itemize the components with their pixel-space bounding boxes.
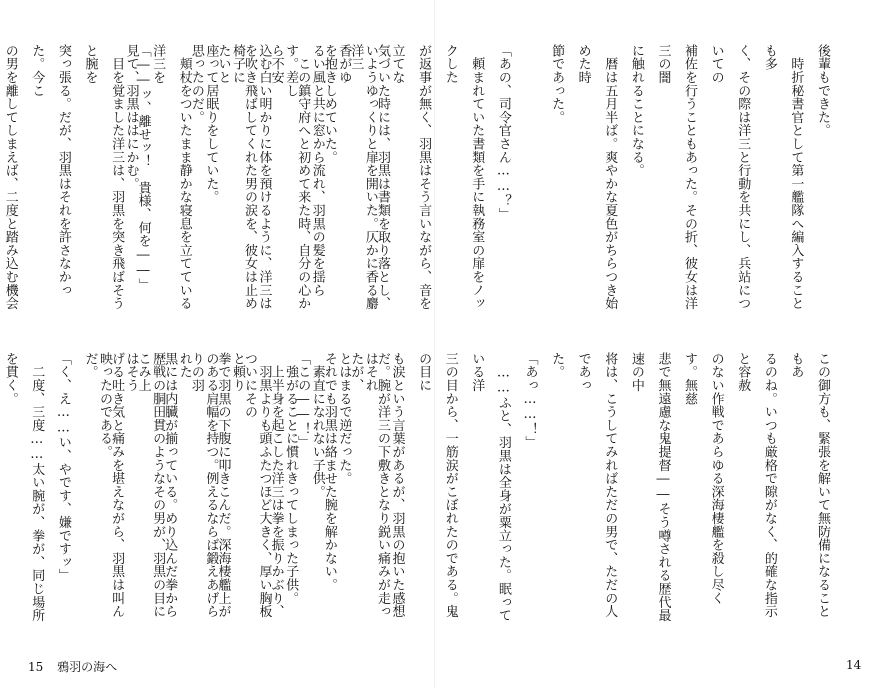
text-line: に触れることになる。 — [628, 44, 644, 177]
text-line: 「この――！」 — [295, 352, 311, 450]
text-line: 頬杖をついたまま静かな寝息を立てている洋三を — [150, 44, 192, 310]
text-line: 素直になれない子供。 — [309, 352, 325, 499]
running-title: 鴉羽の海へ — [57, 660, 118, 674]
text-line: 突っ張る。だが、羽黒はそれを許さなかった。今こ — [29, 44, 71, 297]
text-line: も涙という言葉があるが、羽黒の抱いた感想はそれ — [362, 352, 405, 618]
text-line: とはまるで逆だった。 — [336, 352, 352, 485]
text-line: 三の目から、一筋涙がこぼれたのである。鬼の目に — [416, 352, 458, 618]
text-line: 「あっ……！」 — [522, 352, 538, 450]
left-page-number: 15 — [28, 660, 44, 674]
text-line: ……ふと、羽黒は全身が粟立った。眠っている洋 — [469, 352, 511, 622]
text-line: それでも羽黒は絡ませた腕を解かない。 — [321, 352, 337, 592]
left-page-footer — [28, 658, 117, 675]
text-line: 強がることに慣れきってしまった子供。 — [283, 352, 299, 605]
text-line: を吹き飛ばしてくれた男の涙を、彼女は止めたいと — [215, 44, 258, 310]
right-page-number: 14 — [846, 658, 862, 672]
text-line: るい風と共に窓から流れ、羽黒の髪を揺らす。差し — [283, 44, 325, 297]
text-line: 気づいた時には、羽黒は書類を取り落とし、洋三 — [348, 44, 390, 310]
text-line: げる吐き気と痛みを堪えながら、羽黒は叫んだ。 — [82, 352, 125, 618]
left-page-upper-block — [0, 44, 395, 314]
text-line: 込む白い明かりに体を預けるように、洋三は椅子に — [229, 44, 272, 310]
text-line: この御方も、緊張を解いて無防備になることもあ — [788, 352, 830, 618]
text-line: 悲で無遠慮な鬼提督――そう噂される歴代最速の中 — [628, 352, 671, 622]
text-line: 上半身を起こした洋三は拳を振りかぶり、ついにその — [242, 352, 284, 618]
text-line — [516, 44, 543, 314]
text-line: 二度、三度……太い腕が、拳が、同じ場所を貫く。 — [2, 352, 45, 622]
text-line: るのね。いつも厳格で隙がなく、的確な指示と容赦 — [735, 352, 777, 618]
text-line: の男を離してしまえば、二度と踏み込む機会 — [2, 44, 18, 310]
text-line: 歴戦の胴田貫のようなその男が、羽黒の目にはそう — [123, 352, 166, 618]
text-line: いようゆっくりと扉を開いた。仄かに香る麝香がゆ — [336, 44, 378, 310]
text-line — [156, 44, 183, 314]
text-line: 「――ッ、離せッ！ 貴様、何を――」 — [135, 44, 151, 292]
text-line: 思ったのだ。 — [188, 44, 204, 124]
text-line: 座って居眠りをしていた。 — [203, 44, 219, 204]
text-line: のある肩幅を持つ。例えるならば鍛えあげられた — [176, 352, 219, 618]
text-line: が返事が無く、羽黒はそう言いながら、音を立てな — [389, 44, 432, 310]
text-line: 「あの、司令官さん……？」 — [495, 44, 511, 221]
text-line: この鎮守府へと初めて来た時、自分の心から不安 — [268, 44, 311, 310]
text-line: 後輩もできた。 — [815, 44, 830, 138]
text-line: だ。腕が洋三の下敷きとなり鋭い痛みが走ったが、 — [348, 352, 390, 618]
left-page-lower-block — [0, 352, 395, 622]
text-line: のない作戦であらゆる深海棲艦を殺し尽くす。無慈 — [682, 352, 724, 605]
text-line: 暦は五月半ば。爽やかな夏色がちらつき始めた時 — [575, 44, 618, 310]
text-line: 拳で羽黒の下腹に叩きこんだ。深海棲艦上がりの羽 — [188, 352, 231, 618]
text-line: く、その際は洋三と行動を共にし、兵站についての — [708, 44, 751, 310]
text-line: 節であった。 — [549, 44, 565, 124]
text-line: 「く、え……い、やです、嫌ですッ」 — [55, 352, 71, 583]
text-line: 頼まれていた書類を手に執務室の扉をノックした — [442, 44, 485, 310]
text-line: 映ったのである。 — [96, 352, 112, 459]
text-line: た。 — [549, 352, 565, 379]
text-line: 黒には内臓が揃っている。めり込んだ拳からこみ上 — [135, 352, 178, 618]
text-line: 羽黒よりも頭ふたつほど大きく、厚い胸板と頼り — [229, 352, 272, 618]
text-line: を抱きしめていた。 — [321, 44, 337, 164]
text-line: 補佐を行うこともあった。その折、彼女は洋三の闇 — [655, 44, 698, 310]
text-line: 見て、羽黒ははにかむ。 — [123, 44, 139, 191]
text-line: 将は、こうしてみればただの男で、ただの人であっ — [575, 352, 618, 618]
text-line: 目を覚ました洋三は、羽黒を突き飛ばそうと腕を — [82, 44, 125, 310]
text-line: 時折秘書官として第一艦隊へ編入することも多 — [761, 44, 804, 310]
